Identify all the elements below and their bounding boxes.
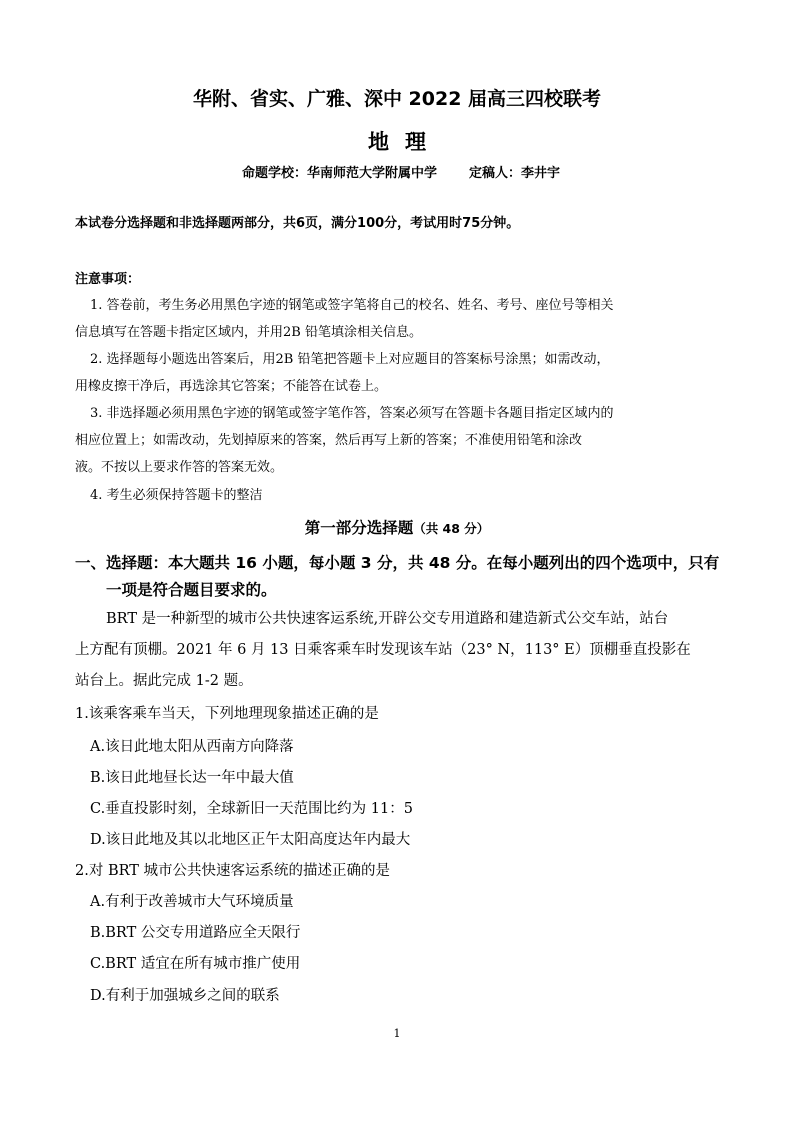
- note-line: 用橡皮擦干净后，再选涂其它答案；不能答在试卷上。: [75, 379, 388, 394]
- question-stem: 2.对 BRT 城市公共快速客运系统的描述正确的是: [75, 863, 391, 879]
- question-stem: 1.该乘客乘车当天，下列地理现象描述正确的是: [75, 706, 379, 722]
- page-number: 1: [393, 1027, 401, 1040]
- note-line: 液。不按以上要求作答的答案无效。: [75, 460, 284, 475]
- question-option: C.垂直投影时刻，全球新旧一天范围比约为 11：5: [90, 801, 413, 817]
- passage-line: 上方配有顶棚。2021 年 6 月 13 日乘客乘车时发现该车站（23° N，113° E）顶棚垂直投影在: [75, 642, 691, 658]
- question-option: A.该日此地太阳从西南方向降落: [90, 739, 294, 755]
- question-option: C.BRT 适宜在所有城市推广使用: [90, 956, 301, 972]
- question-option: D.有利于加强城乡之间的联系: [90, 988, 280, 1004]
- exam-title: 华附、省实、广雅、深中 2022 届高三四校联考: [192, 88, 602, 110]
- passage-line: BRT 是一种新型的城市公共快速客运系统,开辟公交专用道路和建造新式公交车站，站台: [106, 611, 669, 627]
- notes-heading: 注意事项：: [75, 272, 141, 287]
- note-line: 4. 考生必须保持答题卡的整洁: [90, 488, 263, 503]
- note-line: 3. 非选择题必须用黑色字迹的钢笔或签字笔作答，答案必须写在答题卡各题目指定区域内的: [90, 406, 614, 421]
- setter-person: 定稿人：李井宇: [469, 166, 561, 181]
- note-line: 相应位置上；如需改动，先划掉原来的答案，然后再写上新的答案；不准使用铅笔和涂改: [75, 433, 583, 448]
- question-option: D.该日此地及其以北地区正午太阳高度达年内最大: [90, 832, 411, 848]
- question-option: A.有利于改善城市大气环境质量: [90, 894, 294, 910]
- choice-instruction: 一、选择题：本大题共 16 小题，每小题 3 分，共 48 分。在每小题列出的四个选项中，只有: [75, 554, 720, 572]
- setter-school: 命题学校：华南师范大学附属中学: [242, 166, 438, 181]
- part1-title: [0, 516, 794, 538]
- note-line: 信息填写在答题卡指定区域内，并用2B 铅笔填涂相关信息。: [75, 325, 422, 340]
- subject-title: 地理: [368, 130, 442, 154]
- part1-score: （共 48 分）: [413, 521, 490, 536]
- note-line: 1. 答卷前，考生务必用黑色字迹的钢笔或签字笔将自己的校名、姓名、考号、座位号等相关: [90, 298, 614, 313]
- question-option: B.该日此地昼长达一年中最大值: [90, 770, 294, 786]
- choice-instruction-cont: 一项是符合题目要求的。: [106, 581, 277, 599]
- passage-line: 站台上。据此完成 1-2 题。: [75, 673, 253, 689]
- exam-intro: 本试卷分选择题和非选择题两部分，共6页，满分100分，考试用时75分钟。: [75, 216, 520, 231]
- note-line: 2. 选择题每小题选出答案后，用2B 铅笔把答题卡上对应题目的答案标号涂黑；如需改动，: [90, 352, 610, 367]
- part1-name: 第一部分选择题: [304, 519, 414, 537]
- setter-line: [242, 162, 560, 181]
- question-option: B.BRT 公交专用道路应全天限行: [90, 925, 301, 941]
